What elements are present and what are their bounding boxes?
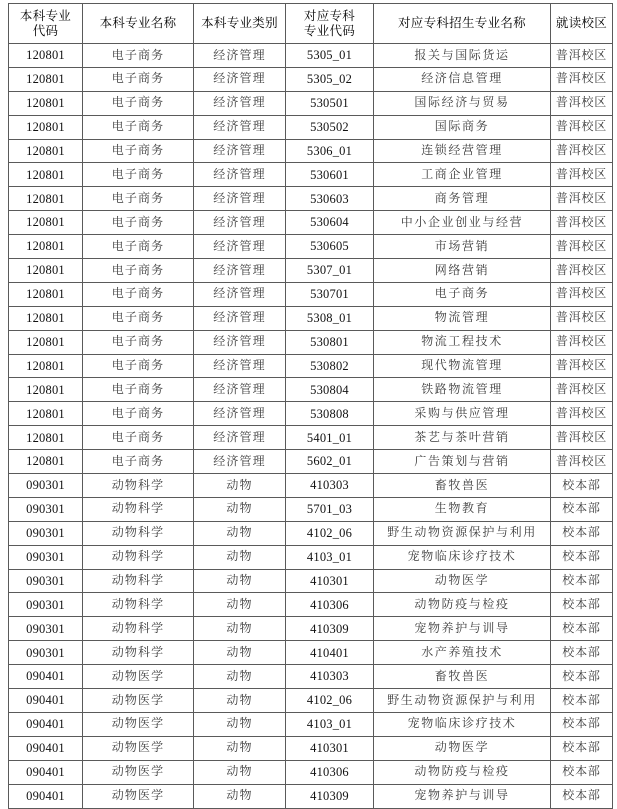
cell-undergrad-major-code: 120801: [9, 67, 83, 91]
column-header-line: 本科专业: [19, 8, 72, 24]
cell-matching-junior-major-code: 530501: [286, 91, 374, 115]
cell-undergrad-major-code: 120801: [9, 426, 83, 450]
cell-study-campus: 普洱校区: [551, 282, 613, 306]
cell-undergrad-major-category: 经济管理: [194, 115, 286, 139]
cell-undergrad-major-category: 动物: [194, 712, 286, 736]
cell-undergrad-major-code: 090401: [9, 784, 83, 808]
cell-matching-junior-enrollment-major-name: 野生动物资源保护与利用: [374, 689, 551, 713]
table-body: [9, 44, 613, 809]
cell-study-campus: 普洱校区: [551, 378, 613, 402]
cell-matching-junior-major-code: 530802: [286, 354, 374, 378]
cell-undergrad-major-name: 电子商务: [83, 306, 194, 330]
cell-undergrad-major-code: 120801: [9, 330, 83, 354]
cell-matching-junior-enrollment-major-name: 市场营销: [374, 235, 551, 259]
table-row: [9, 569, 613, 593]
cell-undergrad-major-category: 经济管理: [194, 330, 286, 354]
cell-undergrad-major-category: 经济管理: [194, 44, 286, 68]
column-header-line: 本科专业名称: [99, 15, 177, 31]
cell-matching-junior-major-code: 410303: [286, 474, 374, 498]
table-row: [9, 665, 613, 689]
cell-undergrad-major-category: 经济管理: [194, 67, 286, 91]
column-header-line: 专业代码: [303, 22, 356, 38]
cell-study-campus: 普洱校区: [551, 187, 613, 211]
cell-matching-junior-major-code: 4102_06: [286, 689, 374, 713]
cell-study-campus: 普洱校区: [551, 44, 613, 68]
cell-matching-junior-enrollment-major-name: 宠物养护与训导: [374, 784, 551, 808]
cell-matching-junior-enrollment-major-name: 宠物临床诊疗技术: [374, 712, 551, 736]
table-row: [9, 259, 613, 283]
cell-undergrad-major-category: 经济管理: [194, 211, 286, 235]
cell-study-campus: 普洱校区: [551, 354, 613, 378]
column-header-line: 就读校区: [555, 15, 608, 31]
cell-study-campus: 普洱校区: [551, 139, 613, 163]
cell-undergrad-major-code: 090301: [9, 545, 83, 569]
table-row: [9, 91, 613, 115]
cell-undergrad-major-category: 经济管理: [194, 282, 286, 306]
cell-undergrad-major-name: 电子商务: [83, 450, 194, 474]
cell-undergrad-major-code: 120801: [9, 306, 83, 330]
cell-matching-junior-enrollment-major-name: 报关与国际货运: [374, 44, 551, 68]
cell-study-campus: 普洱校区: [551, 426, 613, 450]
cell-undergrad-major-category: 经济管理: [194, 306, 286, 330]
column-header-line: 对应专科: [303, 8, 356, 24]
cell-undergrad-major-category: 经济管理: [194, 378, 286, 402]
cell-undergrad-major-name: 电子商务: [83, 44, 194, 68]
cell-undergrad-major-name: 电子商务: [83, 139, 194, 163]
table-row: [9, 235, 613, 259]
cell-matching-junior-major-code: 5701_03: [286, 497, 374, 521]
table-row: [9, 282, 613, 306]
cell-undergrad-major-name: 电子商务: [83, 235, 194, 259]
table-row: [9, 689, 613, 713]
table-row: [9, 736, 613, 760]
table-row: [9, 497, 613, 521]
cell-undergrad-major-code: 090301: [9, 593, 83, 617]
cell-undergrad-major-category: 动物: [194, 545, 286, 569]
cell-matching-junior-enrollment-major-name: 网络营销: [374, 259, 551, 283]
cell-matching-junior-major-code: 5305_01: [286, 44, 374, 68]
cell-matching-junior-major-code: 5307_01: [286, 259, 374, 283]
cell-undergrad-major-name: 电子商务: [83, 67, 194, 91]
cell-study-campus: 校本部: [551, 784, 613, 808]
cell-study-campus: 普洱校区: [551, 91, 613, 115]
cell-matching-junior-enrollment-major-name: 生物教育: [374, 497, 551, 521]
table-row: [9, 426, 613, 450]
cell-matching-junior-major-code: 530701: [286, 282, 374, 306]
cell-undergrad-major-name: 动物科学: [83, 521, 194, 545]
column-header-line: 本科专业类别: [201, 15, 278, 31]
cell-matching-junior-enrollment-major-name: 水产养殖技术: [374, 641, 551, 665]
cell-undergrad-major-category: 经济管理: [194, 402, 286, 426]
cell-study-campus: 普洱校区: [551, 306, 613, 330]
cell-matching-junior-major-code: 410306: [286, 593, 374, 617]
cell-study-campus: 普洱校区: [551, 211, 613, 235]
cell-matching-junior-major-code: 5401_01: [286, 426, 374, 450]
table-row: [9, 306, 613, 330]
cell-undergrad-major-category: 经济管理: [194, 163, 286, 187]
cell-undergrad-major-code: 120801: [9, 259, 83, 283]
cell-matching-junior-major-code: 410401: [286, 641, 374, 665]
cell-matching-junior-enrollment-major-name: 中小企业创业与经营: [374, 211, 551, 235]
cell-undergrad-major-name: 动物科学: [83, 641, 194, 665]
column-header-line: 代码: [32, 22, 59, 38]
cell-undergrad-major-code: 090301: [9, 497, 83, 521]
cell-study-campus: 普洱校区: [551, 115, 613, 139]
cell-matching-junior-major-code: 4103_01: [286, 712, 374, 736]
cell-matching-junior-enrollment-major-name: 国际经济与贸易: [374, 91, 551, 115]
cell-study-campus: 普洱校区: [551, 330, 613, 354]
column-header-study-campus: [551, 4, 613, 44]
cell-matching-junior-enrollment-major-name: 广告策划与营销: [374, 450, 551, 474]
cell-matching-junior-major-code: 5308_01: [286, 306, 374, 330]
table-row: [9, 44, 613, 68]
cell-matching-junior-enrollment-major-name: 采购与供应管理: [374, 402, 551, 426]
cell-undergrad-major-name: 动物科学: [83, 617, 194, 641]
table-row: [9, 784, 613, 808]
cell-undergrad-major-code: 090401: [9, 665, 83, 689]
cell-matching-junior-major-code: 5306_01: [286, 139, 374, 163]
cell-study-campus: 校本部: [551, 712, 613, 736]
cell-study-campus: 普洱校区: [551, 163, 613, 187]
cell-matching-junior-major-code: 4103_01: [286, 545, 374, 569]
cell-matching-junior-major-code: 530605: [286, 235, 374, 259]
table-row: [9, 163, 613, 187]
cell-matching-junior-enrollment-major-name: 畜牧兽医: [374, 665, 551, 689]
cell-matching-junior-major-code: 410301: [286, 736, 374, 760]
table-row: [9, 593, 613, 617]
cell-matching-junior-major-code: 530804: [286, 378, 374, 402]
cell-undergrad-major-name: 动物医学: [83, 784, 194, 808]
table-row: [9, 115, 613, 139]
cell-matching-junior-enrollment-major-name: 动物防疫与检疫: [374, 593, 551, 617]
cell-undergrad-major-name: 动物科学: [83, 474, 194, 498]
cell-undergrad-major-code: 120801: [9, 211, 83, 235]
cell-study-campus: 校本部: [551, 736, 613, 760]
cell-undergrad-major-code: 090401: [9, 760, 83, 784]
cell-undergrad-major-code: 120801: [9, 91, 83, 115]
cell-undergrad-major-category: 动物: [194, 497, 286, 521]
cell-undergrad-major-category: 经济管理: [194, 354, 286, 378]
cell-matching-junior-major-code: 5602_01: [286, 450, 374, 474]
cell-undergrad-major-name: 电子商务: [83, 211, 194, 235]
cell-study-campus: 校本部: [551, 641, 613, 665]
table-row: [9, 139, 613, 163]
cell-matching-junior-major-code: 410301: [286, 569, 374, 593]
table-row: [9, 712, 613, 736]
table-row: [9, 545, 613, 569]
cell-undergrad-major-code: 120801: [9, 44, 83, 68]
cell-matching-junior-enrollment-major-name: 商务管理: [374, 187, 551, 211]
cell-study-campus: 普洱校区: [551, 259, 613, 283]
cell-undergrad-major-category: 经济管理: [194, 187, 286, 211]
table-row: [9, 521, 613, 545]
cell-matching-junior-enrollment-major-name: 铁路物流管理: [374, 378, 551, 402]
cell-undergrad-major-name: 动物医学: [83, 689, 194, 713]
cell-matching-junior-enrollment-major-name: 宠物临床诊疗技术: [374, 545, 551, 569]
cell-undergrad-major-name: 电子商务: [83, 402, 194, 426]
cell-study-campus: 校本部: [551, 665, 613, 689]
cell-undergrad-major-code: 120801: [9, 282, 83, 306]
cell-undergrad-major-category: 动物: [194, 641, 286, 665]
cell-matching-junior-enrollment-major-name: 茶艺与茶叶营销: [374, 426, 551, 450]
cell-undergrad-major-category: 动物: [194, 784, 286, 808]
cell-undergrad-major-code: 120801: [9, 187, 83, 211]
table-row: [9, 330, 613, 354]
cell-matching-junior-enrollment-major-name: 工商企业管理: [374, 163, 551, 187]
cell-matching-junior-major-code: 410303: [286, 665, 374, 689]
cell-undergrad-major-category: 动物: [194, 474, 286, 498]
cell-undergrad-major-category: 动物: [194, 569, 286, 593]
major-mapping-table-container: [8, 3, 612, 809]
cell-undergrad-major-code: 090401: [9, 712, 83, 736]
cell-undergrad-major-category: 动物: [194, 521, 286, 545]
cell-matching-junior-enrollment-major-name: 动物医学: [374, 736, 551, 760]
table-row: [9, 641, 613, 665]
cell-undergrad-major-name: 电子商务: [83, 115, 194, 139]
cell-undergrad-major-code: 090301: [9, 617, 83, 641]
cell-undergrad-major-name: 电子商务: [83, 163, 194, 187]
cell-matching-junior-major-code: 410306: [286, 760, 374, 784]
cell-matching-junior-major-code: 530603: [286, 187, 374, 211]
table-row: [9, 617, 613, 641]
cell-matching-junior-major-code: 530801: [286, 330, 374, 354]
table-row: [9, 474, 613, 498]
cell-matching-junior-major-code: 4102_06: [286, 521, 374, 545]
cell-matching-junior-enrollment-major-name: 动物医学: [374, 569, 551, 593]
cell-undergrad-major-name: 电子商务: [83, 378, 194, 402]
cell-undergrad-major-category: 经济管理: [194, 426, 286, 450]
cell-matching-junior-major-code: 410309: [286, 617, 374, 641]
cell-undergrad-major-category: 动物: [194, 760, 286, 784]
cell-undergrad-major-category: 动物: [194, 736, 286, 760]
cell-matching-junior-enrollment-major-name: 野生动物资源保护与利用: [374, 521, 551, 545]
table-row: [9, 760, 613, 784]
cell-undergrad-major-name: 动物科学: [83, 497, 194, 521]
cell-undergrad-major-name: 动物医学: [83, 665, 194, 689]
table-row: [9, 187, 613, 211]
cell-study-campus: 普洱校区: [551, 450, 613, 474]
cell-study-campus: 校本部: [551, 569, 613, 593]
cell-study-campus: 校本部: [551, 593, 613, 617]
table-row: [9, 378, 613, 402]
cell-undergrad-major-code: 120801: [9, 378, 83, 402]
table-row: [9, 402, 613, 426]
cell-matching-junior-enrollment-major-name: 物流管理: [374, 306, 551, 330]
table-row: [9, 67, 613, 91]
cell-undergrad-major-code: 090401: [9, 689, 83, 713]
cell-undergrad-major-category: 动物: [194, 665, 286, 689]
cell-matching-junior-enrollment-major-name: 电子商务: [374, 282, 551, 306]
cell-undergrad-major-name: 电子商务: [83, 259, 194, 283]
major-mapping-table: [8, 3, 613, 809]
cell-matching-junior-major-code: 530601: [286, 163, 374, 187]
column-header-line: 对应专科招生专业名称: [397, 15, 526, 31]
cell-undergrad-major-name: 电子商务: [83, 426, 194, 450]
table-row: [9, 450, 613, 474]
cell-study-campus: 普洱校区: [551, 67, 613, 91]
cell-matching-junior-enrollment-major-name: 国际商务: [374, 115, 551, 139]
cell-study-campus: 普洱校区: [551, 402, 613, 426]
cell-matching-junior-major-code: 5305_02: [286, 67, 374, 91]
cell-undergrad-major-code: 120801: [9, 450, 83, 474]
column-header-undergrad-major-code: [9, 4, 83, 44]
cell-undergrad-major-name: 动物医学: [83, 712, 194, 736]
cell-undergrad-major-name: 电子商务: [83, 330, 194, 354]
cell-matching-junior-enrollment-major-name: 宠物养护与训导: [374, 617, 551, 641]
cell-undergrad-major-code: 090301: [9, 521, 83, 545]
cell-matching-junior-enrollment-major-name: 连锁经营管理: [374, 139, 551, 163]
cell-study-campus: 校本部: [551, 617, 613, 641]
cell-matching-junior-major-code: 530604: [286, 211, 374, 235]
cell-matching-junior-major-code: 410309: [286, 784, 374, 808]
cell-undergrad-major-category: 经济管理: [194, 139, 286, 163]
column-header-undergrad-major-category: [194, 4, 286, 44]
cell-undergrad-major-category: 经济管理: [194, 91, 286, 115]
cell-undergrad-major-code: 120801: [9, 163, 83, 187]
cell-undergrad-major-code: 090301: [9, 641, 83, 665]
cell-undergrad-major-name: 动物科学: [83, 545, 194, 569]
cell-undergrad-major-category: 动物: [194, 593, 286, 617]
column-header-matching-junior-major-code: [286, 4, 374, 44]
cell-matching-junior-enrollment-major-name: 畜牧兽医: [374, 474, 551, 498]
cell-undergrad-major-code: 090301: [9, 474, 83, 498]
table-row: [9, 354, 613, 378]
cell-matching-junior-enrollment-major-name: 现代物流管理: [374, 354, 551, 378]
cell-study-campus: 校本部: [551, 521, 613, 545]
cell-undergrad-major-code: 090401: [9, 736, 83, 760]
cell-undergrad-major-name: 电子商务: [83, 282, 194, 306]
cell-undergrad-major-name: 电子商务: [83, 187, 194, 211]
cell-study-campus: 校本部: [551, 689, 613, 713]
cell-undergrad-major-code: 120801: [9, 402, 83, 426]
cell-study-campus: 校本部: [551, 474, 613, 498]
cell-undergrad-major-name: 电子商务: [83, 91, 194, 115]
cell-undergrad-major-category: 经济管理: [194, 450, 286, 474]
cell-matching-junior-enrollment-major-name: 物流工程技术: [374, 330, 551, 354]
table-header-row: [9, 4, 613, 44]
cell-undergrad-major-code: 120801: [9, 115, 83, 139]
cell-study-campus: 校本部: [551, 545, 613, 569]
cell-study-campus: 普洱校区: [551, 235, 613, 259]
cell-undergrad-major-name: 电子商务: [83, 354, 194, 378]
cell-undergrad-major-code: 120801: [9, 139, 83, 163]
column-header-undergrad-major-name: [83, 4, 194, 44]
cell-matching-junior-enrollment-major-name: 动物防疫与检疫: [374, 760, 551, 784]
cell-undergrad-major-code: 090301: [9, 569, 83, 593]
cell-undergrad-major-name: 动物医学: [83, 736, 194, 760]
cell-matching-junior-major-code: 530808: [286, 402, 374, 426]
cell-study-campus: 校本部: [551, 497, 613, 521]
cell-matching-junior-major-code: 530502: [286, 115, 374, 139]
table-row: [9, 211, 613, 235]
cell-undergrad-major-category: 动物: [194, 689, 286, 713]
cell-undergrad-major-code: 120801: [9, 235, 83, 259]
cell-undergrad-major-name: 动物医学: [83, 760, 194, 784]
cell-matching-junior-enrollment-major-name: 经济信息管理: [374, 67, 551, 91]
cell-undergrad-major-name: 动物科学: [83, 593, 194, 617]
cell-study-campus: 校本部: [551, 760, 613, 784]
cell-undergrad-major-category: 经济管理: [194, 259, 286, 283]
cell-undergrad-major-name: 动物科学: [83, 569, 194, 593]
table-header: [9, 4, 613, 44]
cell-undergrad-major-category: 经济管理: [194, 235, 286, 259]
column-header-matching-junior-enrollment-major-name: [374, 4, 551, 44]
cell-undergrad-major-code: 120801: [9, 354, 83, 378]
cell-undergrad-major-category: 动物: [194, 617, 286, 641]
